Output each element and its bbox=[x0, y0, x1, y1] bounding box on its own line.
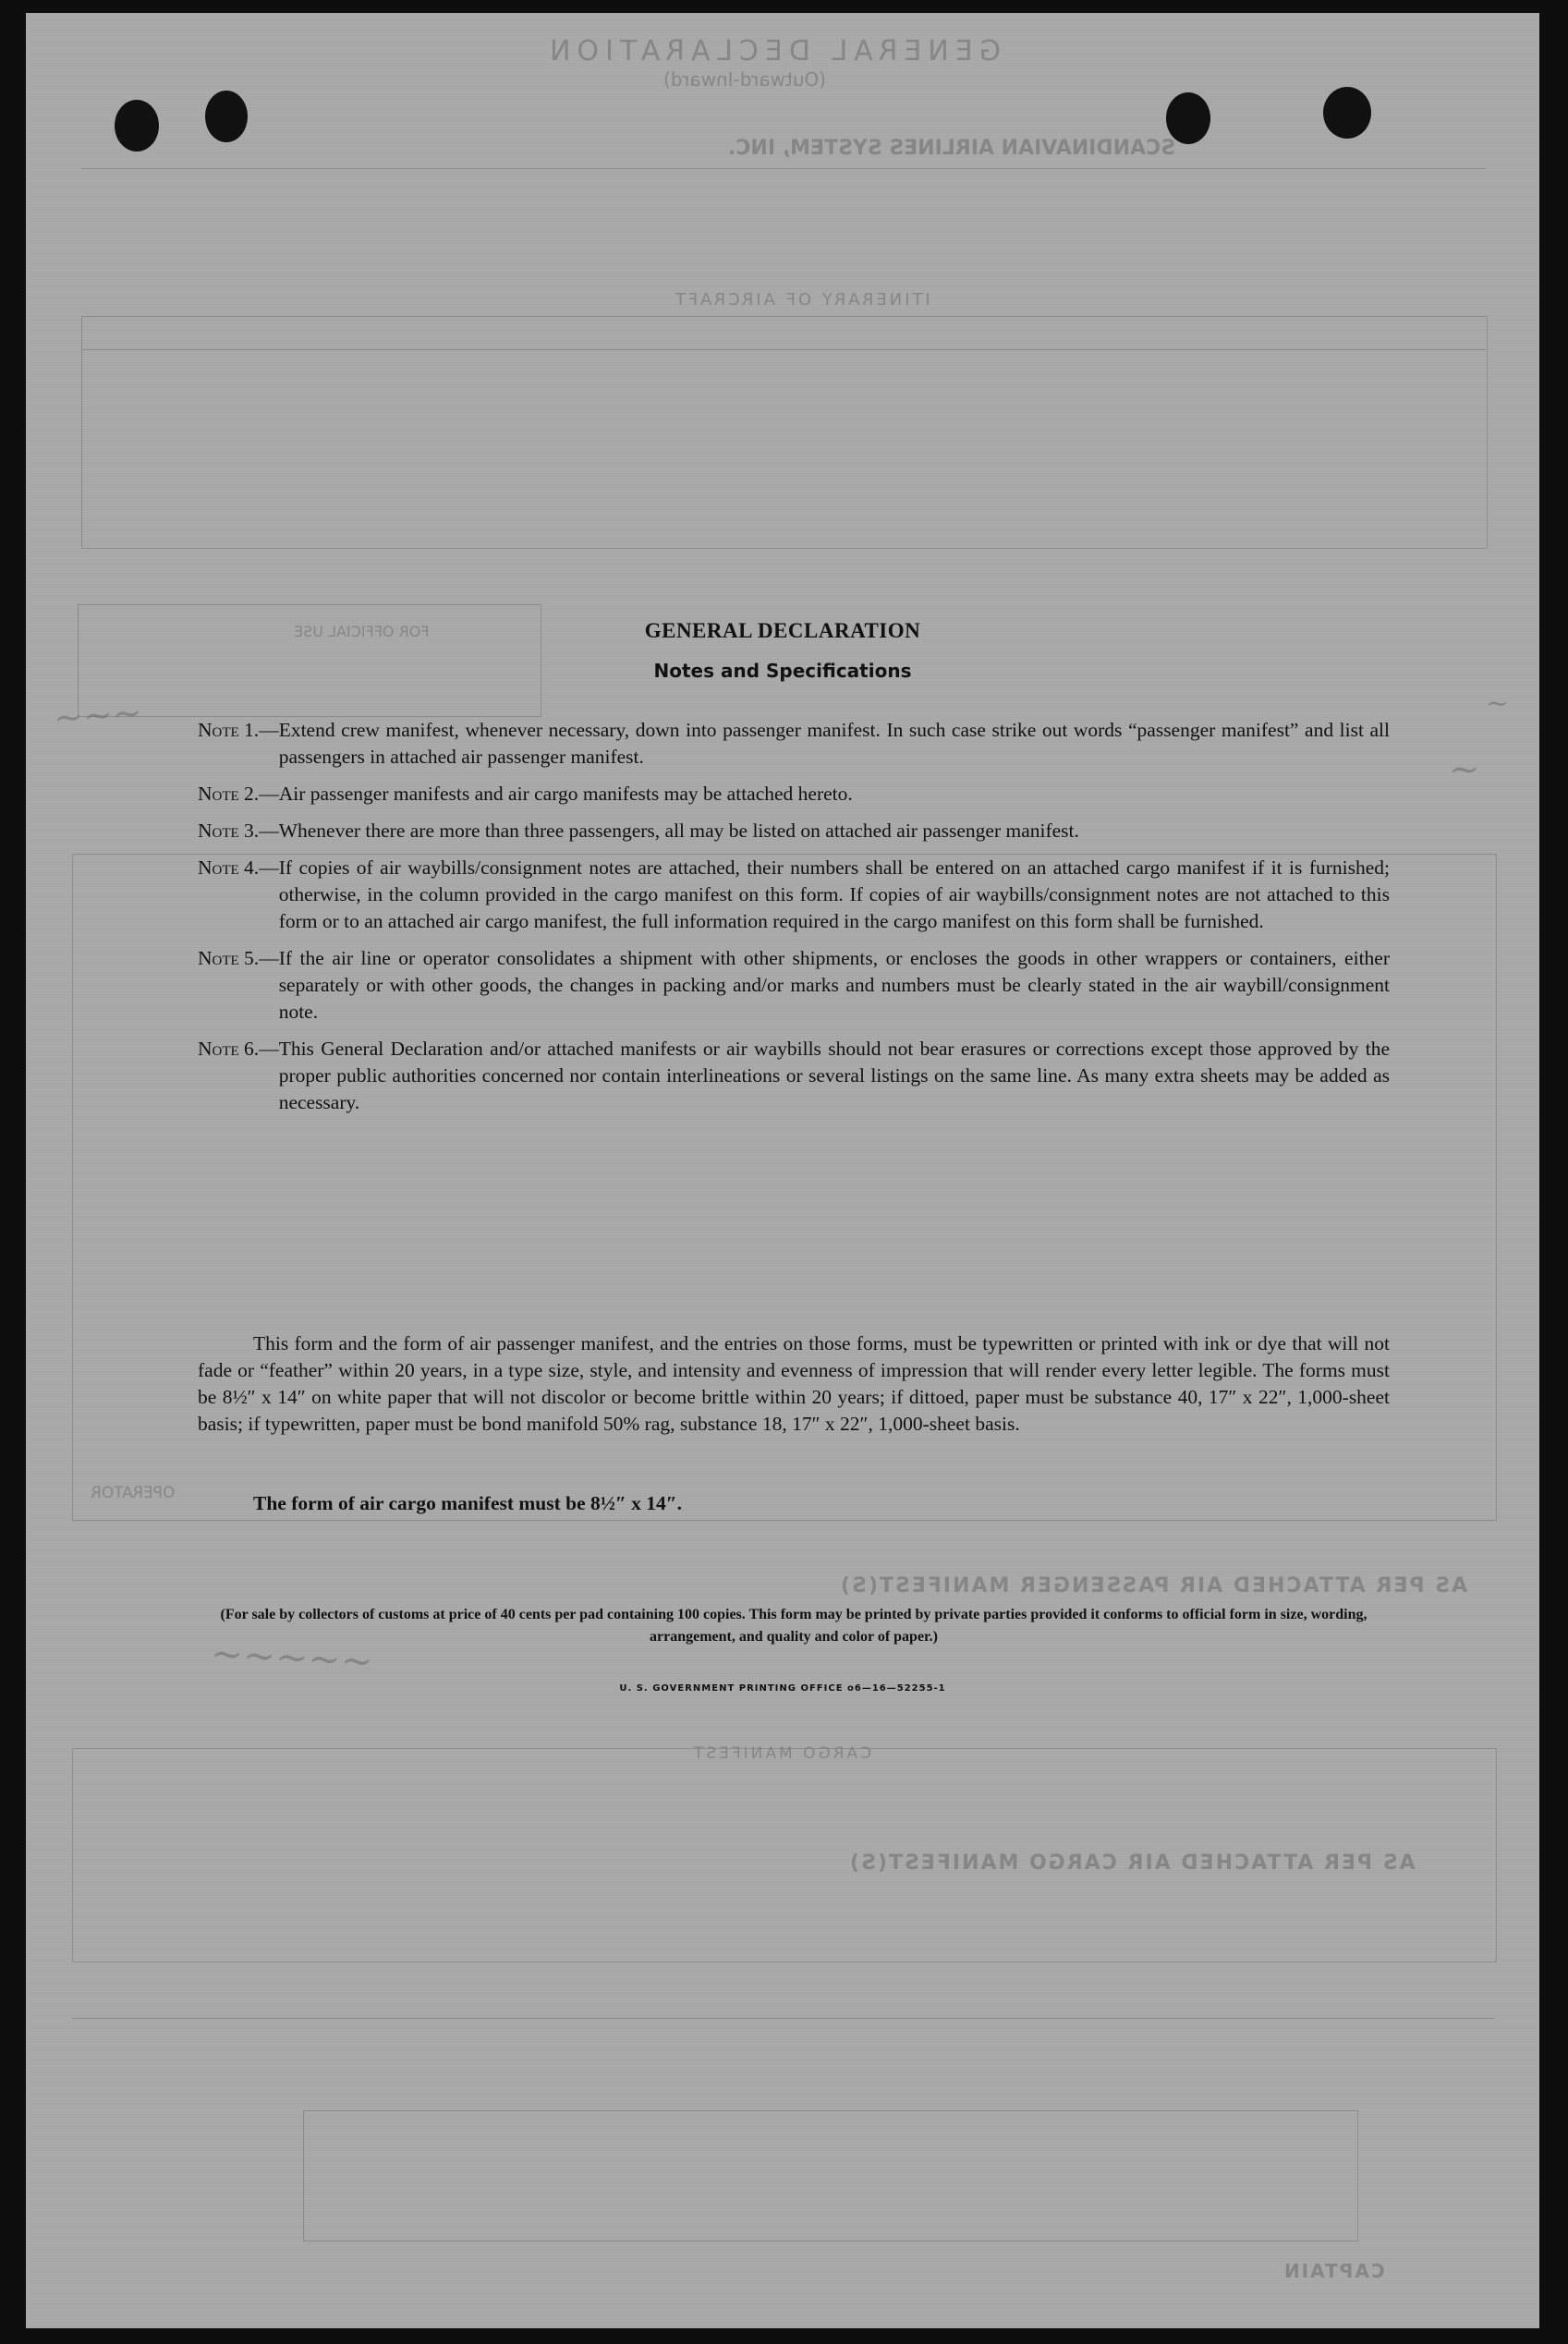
note-item bbox=[198, 717, 1390, 771]
bleed-through-handwriting: ~~~ bbox=[52, 691, 143, 739]
document-page bbox=[26, 13, 1539, 2328]
note-text: If the air line or operator consolidates a shipment with other shipments, or encloses the goods in other wrappers or containers, either separately or with other goods, the changes in packing and/or marks and numbers must be clearly stated in the air waybill/consignment note. bbox=[278, 947, 1390, 1023]
note-label: Note 1. bbox=[198, 719, 260, 741]
note-dash: — bbox=[259, 1038, 279, 1060]
bleed-through-official-use: FOR OFFICIAL USE bbox=[294, 623, 430, 640]
bleed-through-rule bbox=[72, 2018, 1495, 2019]
cargo-manifest-size-note: The form of air cargo manifest must be 8½″ x 14″. bbox=[253, 1492, 683, 1514]
bleed-through-itinerary: ITINERARY OF AIRCRAFT bbox=[673, 290, 930, 310]
bleed-through-handwriting: ~ bbox=[1449, 748, 1480, 791]
note-item bbox=[198, 1036, 1390, 1116]
bleed-through-operator-label: OPERATOR bbox=[91, 1484, 176, 1502]
bleed-through-cargo-heading: CARGO MANIFEST bbox=[691, 1744, 871, 1763]
note-text: Air passenger manifests and air cargo manifests may be attached hereto. bbox=[278, 783, 853, 805]
note-text: If copies of air waybills/consignment notes are attached, their numbers shall be entered on an attached cargo manifest if it is furnished; otherwise, in the column provided in the cargo manifest on this form. If copies of air waybills/consignment notes are not attached to this form or to an attached air cargo manifest, the full information required in the cargo manifest on this form shall be furnished. bbox=[278, 856, 1390, 932]
printer-imprint: U. S. GOVERNMENT PRINTING OFFICE o6—16—52255-1 bbox=[619, 1683, 946, 1694]
page-title: GENERAL DECLARATION bbox=[644, 619, 921, 642]
note-item bbox=[198, 781, 1390, 808]
note-text: Extend crew manifest, whenever necessary, down into passenger manifest. In such case strike out words “passenger manifest” and list all passengers in attached air passenger manifest. bbox=[278, 719, 1390, 768]
bleed-through-operator: SCANDINAVIAN AIRLINES SYSTEM, INC. bbox=[728, 137, 1176, 160]
bleed-through-handwriting: ~ bbox=[1486, 687, 1510, 720]
bleed-through-title: GENERAL DECLARATION bbox=[543, 35, 1001, 67]
note-item bbox=[198, 945, 1390, 1026]
punch-hole bbox=[1323, 87, 1371, 139]
note-dash: — bbox=[259, 947, 279, 969]
note-label: Note 2. bbox=[198, 783, 260, 805]
note-text: Whenever there are more than three passengers, all may be listed on attached air passenger manifest. bbox=[278, 820, 1079, 842]
bleed-through-handwriting: ~~~~~ bbox=[209, 1630, 375, 1684]
note-dash: — bbox=[259, 820, 279, 842]
bleed-through-captain: CAPTAIN bbox=[1282, 2260, 1385, 2282]
note-dash: — bbox=[259, 719, 279, 741]
bleed-through-rule bbox=[81, 168, 1486, 169]
note-item bbox=[198, 855, 1390, 935]
note-label: Note 4. bbox=[198, 856, 260, 879]
bleed-through-itinerary-box bbox=[81, 316, 1488, 549]
note-dash: — bbox=[259, 856, 279, 879]
bleed-through-subtitle: (Outward-Inward) bbox=[663, 68, 827, 91]
note-label: Note 5. bbox=[198, 947, 260, 969]
page-subtitle: Notes and Specifications bbox=[653, 660, 912, 682]
punch-hole bbox=[115, 100, 159, 152]
bleed-through-signature-box bbox=[303, 2110, 1358, 2241]
form-specification-text: This form and the form of air passenger manifest, and the entries on those forms, must be typewritten or printed with ink or dye that will not fade or “feather” within 20 years, in a type size, style, and intensity and evenness of impression that will render every letter legible. The forms must be 8½″ x 14″ on white paper that will not discolor or become brittle within 20 years; if dittoed, paper must be substance 40, 17″ x 22″, 1,000-sheet basis; if typewritten, paper must be bond manifold 50% rag, substance 18, 17″ x 22″, 1,000-sheet basis. bbox=[198, 1332, 1390, 1435]
bleed-through-passenger-manifest: AS PER ATTACHED AIR PASSENGER MANIFEST(S) bbox=[839, 1574, 1468, 1597]
notes-list bbox=[198, 717, 1390, 1126]
form-specification-paragraph bbox=[198, 1330, 1390, 1438]
note-label: Note 3. bbox=[198, 820, 260, 842]
sale-note: (For sale by collectors of customs at price of 40 cents per pad containing 100 copies. This form may be printed by private parties provided it conforms to official form in size, wording, arrangement, and quality and color of paper.) bbox=[220, 1607, 1367, 1645]
note-label: Note 6. bbox=[198, 1038, 260, 1060]
note-dash: — bbox=[259, 783, 279, 805]
note-text: This General Declaration and/or attached manifests or air waybills should not bear erasures or corrections except those approved by the proper public authorities concerned nor contain interlineations or several listings on the same line. As many extra sheets may be added as necessary. bbox=[278, 1038, 1390, 1113]
note-item bbox=[198, 818, 1390, 844]
punch-hole bbox=[205, 91, 248, 142]
bleed-through-rule bbox=[81, 349, 1486, 350]
bleed-through-cargo-manifest: AS PER ATTACHED AIR CARGO MANIFEST(S) bbox=[848, 1852, 1416, 1875]
